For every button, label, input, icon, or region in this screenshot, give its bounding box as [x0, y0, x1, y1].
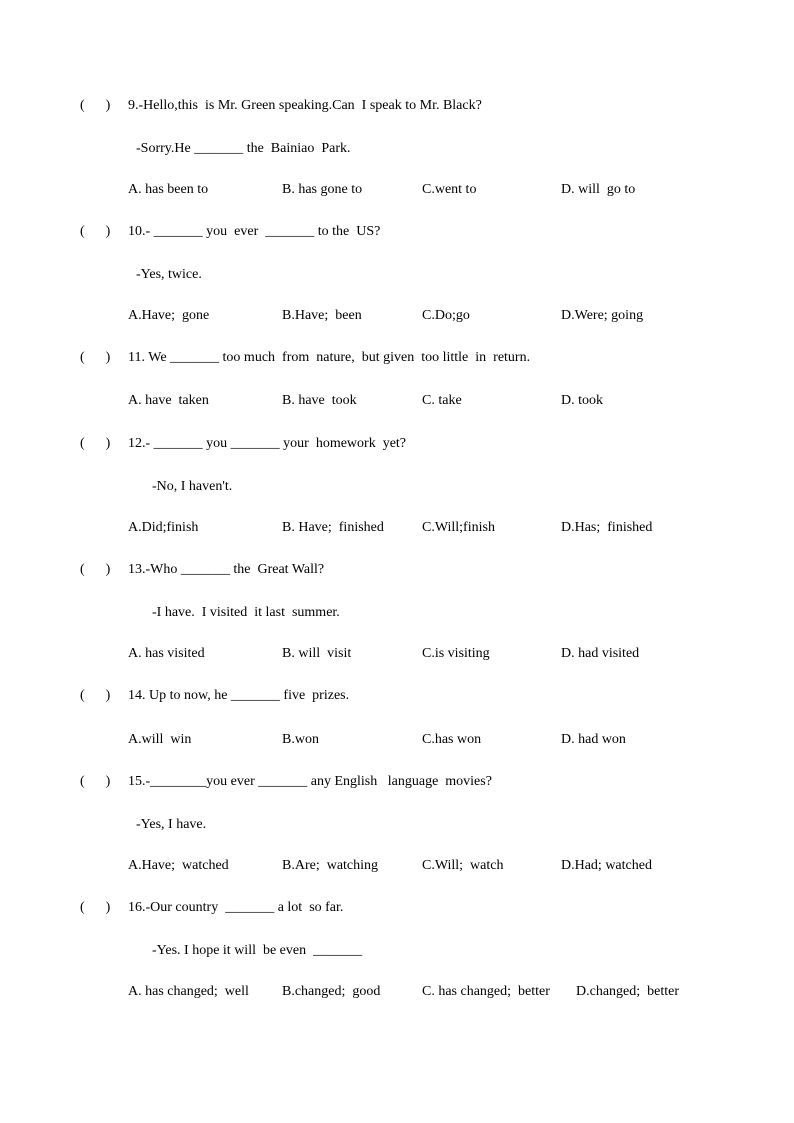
option-b: B.Have; been: [282, 308, 362, 323]
option-b: B. have took: [282, 393, 357, 408]
question-stem: 15.-________you ever _______ any English language movies?: [128, 774, 492, 789]
answer-blank[interactable]: ( ): [80, 562, 111, 577]
option-c: C.went to: [422, 182, 477, 197]
question-reply: -Yes. I hope it will be even _______: [152, 943, 363, 958]
option-b: B. has gone to: [282, 182, 363, 197]
question-stem: 14. Up to now, he _______ five prizes.: [128, 688, 350, 703]
option-d: D.Were; going: [561, 308, 644, 323]
option-c: C. has changed; better: [422, 984, 550, 999]
option-c: C.has won: [422, 732, 482, 747]
question-stem: 10.- _______ you ever _______ to the US?: [128, 224, 381, 239]
question-stem: 16.-Our country _______ a lot so far.: [128, 900, 344, 915]
answer-blank[interactable]: ( ): [80, 224, 111, 239]
question-stem: 12.- _______ you _______ your homework yet?: [128, 436, 407, 451]
option-d: D. had visited: [561, 646, 640, 661]
answer-blank[interactable]: ( ): [80, 98, 111, 113]
option-d: D.Had; watched: [561, 858, 652, 873]
option-c: C.Do;go: [422, 308, 470, 323]
option-a: A. has changed; well: [128, 984, 249, 999]
option-d: D. took: [561, 393, 603, 408]
option-a: A.Have; gone: [128, 308, 210, 323]
answer-blank[interactable]: ( ): [80, 900, 111, 915]
option-b: B. Have; finished: [282, 520, 384, 535]
option-c: C. take: [422, 393, 462, 408]
option-d: D.Has; finished: [561, 520, 653, 535]
question-reply: -Yes, twice.: [136, 267, 202, 282]
option-b: B.won: [282, 732, 319, 747]
option-c: C.is visiting: [422, 646, 490, 661]
option-b: B.changed; good: [282, 984, 381, 999]
question-reply: -No, I haven't.: [152, 479, 233, 494]
option-b: B.Are; watching: [282, 858, 379, 873]
option-d: D.changed; better: [576, 984, 680, 999]
option-c: C.Will; watch: [422, 858, 504, 873]
answer-blank[interactable]: ( ): [80, 774, 111, 789]
option-a: A. have taken: [128, 393, 209, 408]
option-a: A.Have; watched: [128, 858, 229, 873]
question-reply: -Sorry.He _______ the Bainiao Park.: [136, 141, 351, 156]
option-c: C.Will;finish: [422, 520, 495, 535]
question-stem: 11. We _______ too much from nature, but given too little in return.: [128, 350, 531, 365]
question-stem: 13.-Who _______ the Great Wall?: [128, 562, 325, 577]
option-a: A.Did;finish: [128, 520, 199, 535]
question-reply: -I have. I visited it last summer.: [152, 605, 340, 620]
option-b: B. will visit: [282, 646, 352, 661]
answer-blank[interactable]: ( ): [80, 688, 111, 703]
question-stem: 9.-Hello,this is Mr. Green speaking.Can I speak to Mr. Black?: [128, 98, 482, 113]
option-d: D. will go to: [561, 182, 636, 197]
option-a: A. has visited: [128, 646, 205, 661]
answer-blank[interactable]: ( ): [80, 436, 111, 451]
question-reply: -Yes, I have.: [136, 817, 207, 832]
option-a: A. has been to: [128, 182, 209, 197]
option-d: D. had won: [561, 732, 626, 747]
option-a: A.will win: [128, 732, 192, 747]
answer-blank[interactable]: ( ): [80, 350, 111, 365]
